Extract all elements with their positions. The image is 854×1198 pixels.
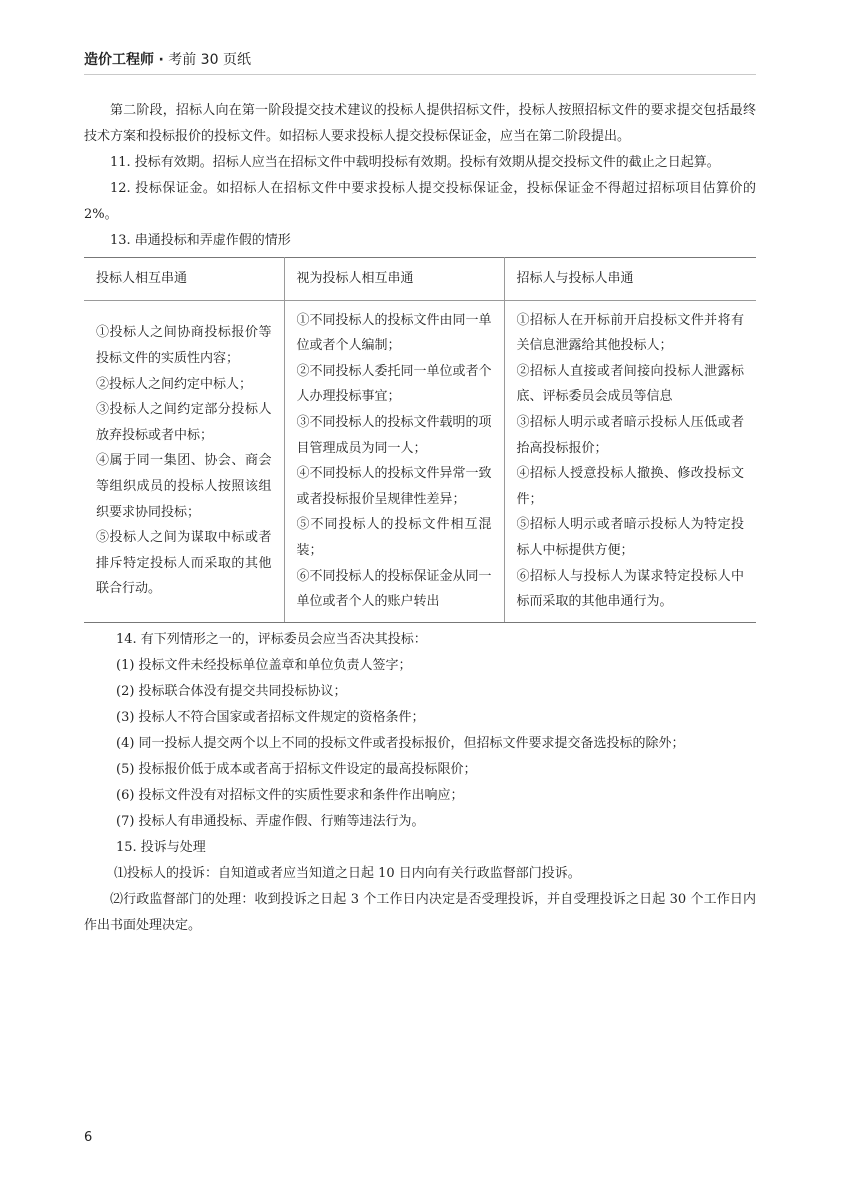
section-15-title: 15. 投诉与处理: [116, 839, 206, 855]
list-item: ③不同投标人的投标文件载明的项目管理成员为同一人；: [296, 414, 492, 456]
section-14-item: (4) 同一投标人提交两个以上不同的投标文件或者投标报价，但招标文件要求提交备选投标的除外；: [116, 735, 685, 751]
list-item: ④属于同一集团、协会、商会等组织成员的投标人按照该组织要求协同投标；: [96, 453, 272, 520]
header-rule: [84, 74, 756, 75]
section-14-item: (3) 投标人不符合国家或者招标文件规定的资格条件；: [116, 709, 425, 725]
running-header: [84, 49, 251, 69]
table-row: [84, 300, 756, 622]
table-header-cell: 招标人与投标人串通: [504, 258, 756, 301]
list-item: ②投标人之间约定中标人；: [96, 376, 253, 392]
section-14-item: (7) 投标人有串通投标、弄虚作假、行贿等违法行为。: [116, 813, 425, 829]
table-header-cell: 投标人相互串通: [84, 258, 284, 301]
list-item: ③投标人之间约定部分投标人放弃投标或者中标；: [96, 402, 272, 443]
page-number: 6: [84, 1130, 93, 1145]
section-14-item: (1) 投标文件未经投标单位盖章和单位负责人签字；: [116, 657, 412, 673]
header-separator: ·: [158, 52, 164, 68]
paragraph-bid-validity: 11. 投标有效期。招标人应当在招标文件中载明投标有效期。投标有效期从提交投标文件的截止之日起算。: [110, 155, 720, 170]
list-item: ①投标人之间协商投标报价等投标文件的实质性内容；: [96, 325, 272, 366]
table-cell-deemed-collusion: [284, 300, 504, 622]
list-item: ②招标人直接或者间接向投标人泄露标底、评标委员会成员等信息: [516, 363, 744, 405]
table-header-row: [84, 258, 756, 301]
section-14-title: 14. 有下列情形之一的，评标委员会应当否决其投标：: [116, 631, 427, 647]
list-item: ⑤不同投标人的投标文件相互混装；: [296, 517, 492, 558]
header-series-title: 造价工程师: [84, 52, 154, 68]
table-header-cell: 视为投标人相互串通: [284, 258, 504, 301]
paragraph-collusion-title: 13. 串通投标和弄虚作假的情形: [110, 233, 291, 248]
page-content: [84, 98, 756, 939]
list-item: ①招标人在开标前开启投标文件并将有关信息泄露给其他投标人；: [516, 312, 744, 354]
list-item: ③招标人明示或者暗示投标人压低或者抬高投标报价；: [516, 414, 744, 456]
list-item: ⑤投标人之间为谋取中标或者排斥特定投标人而采取的其他联合行动。: [96, 530, 272, 597]
section-14-item: (5) 投标报价低于成本或者高于招标文件设定的最高投标限价；: [116, 761, 477, 777]
table-cell-tenderee-collusion: [504, 300, 756, 622]
section-15-item: ⑵行政监督部门的处理：收到投诉之日起 3 个工作日内决定是否受理投诉，并自受理投诉之日起 30 个工作日内作出书面处理决定。: [84, 891, 756, 933]
list-item: ⑥招标人与投标人为谋求特定投标人中标而采取的其他串通行为。: [516, 568, 744, 610]
list-item: ⑤招标人明示或者暗示投标人为特定投标人中标提供方便；: [516, 517, 744, 558]
list-item: ⑥不同投标人的投标保证金从同一单位或者个人的账户转出: [296, 568, 492, 610]
section-14-item: (2) 投标联合体没有提交共同投标协议；: [116, 683, 347, 699]
paragraph-bid-bond: 12. 投标保证金。如招标人在招标文件中要求投标人提交投标保证金，投标保证金不得超过招标项目估算价的 2%。: [84, 181, 756, 222]
list-item: ①不同投标人的投标文件由同一单位或者个人编制；: [296, 312, 492, 354]
list-item: ②不同投标人委托同一单位或者个人办理投标事宜；: [296, 363, 492, 405]
table-cell-bidder-collusion: [84, 300, 284, 622]
list-item: ④招标人授意投标人撤换、修改投标文件；: [516, 466, 744, 507]
list-item: ④不同投标人的投标文件异常一致或者投标报价呈规律性差异；: [296, 466, 492, 507]
collusion-table: [84, 257, 756, 623]
section-14-item: (6) 投标文件没有对招标文件的实质性要求和条件作出响应；: [116, 787, 464, 803]
paragraph-stage-two: 第二阶段，招标人向在第一阶段提交技术建议的投标人提供招标文件，投标人按照招标文件的要求提交包括最终技术方案和投标报价的投标文件。如招标人要求投标人提交投标保证金，应当在第二阶段提出。: [84, 103, 756, 144]
header-subtitle: 考前 30 页纸: [168, 52, 251, 68]
section-15-item: ⑴投标人的投诉：自知道或者应当知道之日起 10 日内向有关行政监督部门投诉。: [114, 865, 581, 881]
